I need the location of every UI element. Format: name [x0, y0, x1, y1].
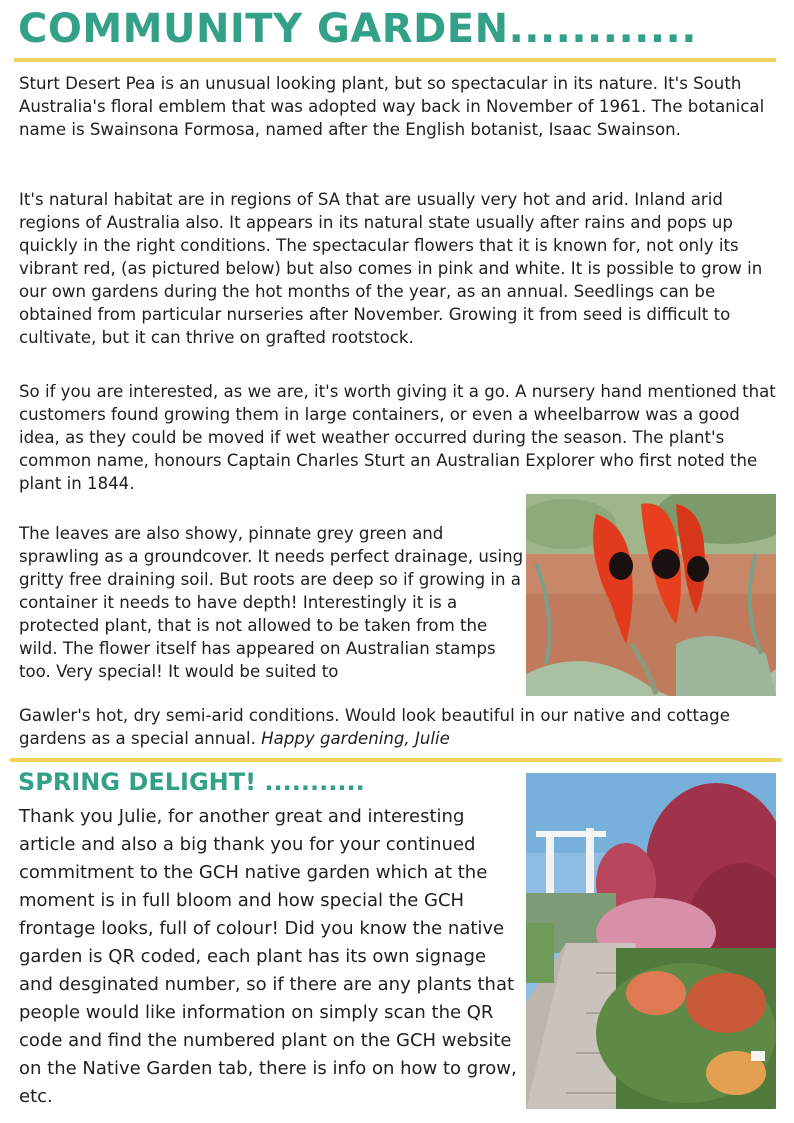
paragraph-spring: Thank you Julie, for another great and interesting article and also a big thank you for your continued commitment to the GCH native garden which at the moment is in full bloom and how special the GCH frontage looks, full of colour! Did you know the native garden is QR coded, each plant has its own signage and desginated number, so if there are any plants that people would like information on simply scan the QR code and find the numbered plant on the GCH website on the Native Garden tab, there is info on how to grow, etc.	[19, 806, 517, 1107]
paragraph-leaves: The leaves are also showy, pinnate grey green and sprawling as a groundcover. It needs perfect drainage, using gritty free draining soil. But roots are deep so if growing in a container it needs to have depth! Interestingly it is a protected plant, that is not allowed to be taken from the wild. The flower itself has appeared on Australian stamps too. Very special! It would be suited to	[19, 524, 524, 681]
section-title: SPRING DELIGHT! ...........	[18, 768, 365, 796]
page-title: COMMUNITY GARDEN............	[18, 6, 697, 52]
paragraph-leaves-continued	[19, 704, 779, 750]
title-divider	[14, 58, 776, 62]
paragraph-intro: Sturt Desert Pea is an unusual looking plant, but so spectacular in its nature. It's South Australia's floral emblem that was adopted way back in November of 1961. The botanical name is Swainsona Formosa, named after the English botanist, Isaac Swainson.	[19, 74, 765, 139]
flower-photo-icon	[526, 494, 776, 696]
garden-photo-icon	[526, 773, 776, 1109]
paragraph-growing: So if you are interested, as we are, it's worth giving it a go. A nursery hand mentioned that customers found growing them in large containers, or even a wheelbarrow was a good idea, as they could be moved if wet weather occurred during the season. The plant's common name, honours Captain Charles Sturt an Australian Explorer who first noted the plant in 1844.	[19, 382, 776, 493]
paragraph-habitat: It's natural habitat are in regions of SA that are usually very hot and arid. Inland arid regions of Australia also. It appears in its natural state usually after rains and pops up quickly in the right conditions. The spectacular flowers that it is known for, not only its vibrant red, (as pictured below) but also comes in pink and white. It is possible to grow in our own gardens during the hot months of the year, as an annual. Seedlings can be obtained from particular nurseries after November. Growing it from seed is difficult to cultivate, but it can thrive on grafted rootstock.	[19, 190, 763, 347]
paragraph-leaves-end: Gawler's hot, dry semi-arid conditions. Would look beautiful in our native and cottage gardens as a special annual.	[19, 706, 730, 748]
section-divider	[10, 758, 782, 762]
native-garden-photo	[526, 773, 776, 1109]
sturt-desert-pea-photo	[526, 494, 776, 696]
author-signature: Happy gardening, Julie	[261, 729, 450, 748]
